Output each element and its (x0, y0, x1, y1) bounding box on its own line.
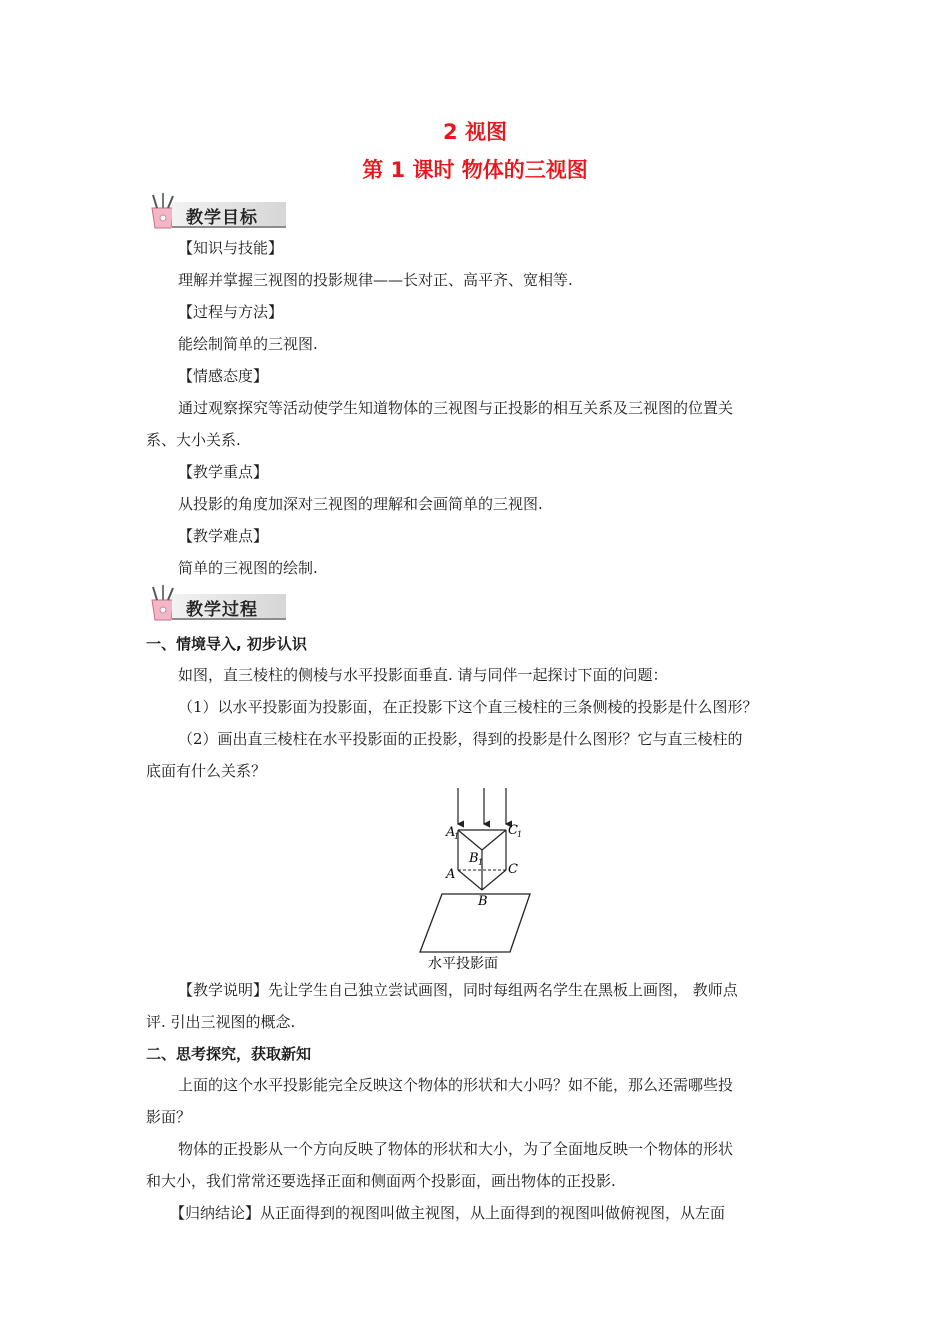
question-1: （1）以水平投影面为投影面，在正投影下这个直三棱柱的三条侧棱的投影是什么图形？ (178, 698, 758, 716)
attitude-text-line1: 通过观察探究等活动使学生知道物体的三视图与正投影的相互关系及三视图的位置关 (178, 399, 734, 417)
knowledge-heading: 【知识与技能】 (178, 239, 284, 257)
section1-intro: 如图，直三棱柱的侧棱与水平投影面垂直. 请与同伴一起探讨下面的问题： (178, 666, 668, 684)
teaching-note-line2: 评. 引出三视图的概念. (146, 1013, 296, 1031)
label-C: C (508, 862, 518, 877)
difficulty-text: 简单的三视图的绘制. (178, 559, 318, 577)
section-banner-process (146, 582, 288, 622)
horizontal-projection-plane (420, 894, 530, 952)
key-point-text: 从投影的角度加深对三视图的理解和会画简单的三视图. (178, 495, 543, 513)
label-B: B (478, 894, 488, 909)
section2-p2-line2: 和大小，我们常常还要选择正面和侧面两个投影面，画出物体的正投影. (146, 1172, 616, 1190)
section2-p2-line1: 物体的正投影从一个方向反映了物体的形状和大小，为了全面地反映一个物体的形状 (178, 1140, 734, 1158)
section-banner-goals (146, 190, 288, 230)
difficulty-heading: 【教学难点】 (178, 527, 269, 545)
key-point-heading: 【教学重点】 (178, 463, 269, 481)
label-B1: B (469, 851, 479, 866)
method-heading: 【过程与方法】 (178, 303, 284, 321)
method-text: 能绘制简单的三视图. (178, 335, 318, 353)
knowledge-text: 理解并掌握三视图的投影规律——长对正、高平齐、宽相等. (178, 271, 573, 289)
section2-p1-line2: 影面？ (146, 1108, 192, 1126)
prism-projection-figure (412, 786, 542, 976)
svg-text:1: 1 (517, 830, 523, 839)
figure-caption: 水平投影面 (428, 956, 498, 972)
svg-text:1: 1 (454, 832, 460, 841)
section2-p1-line1: 上面的这个水平投影能完全反映这个物体的形状和大小吗？如不能，那么还需哪些投 (178, 1076, 734, 1094)
banner-process-label: 教学过程 (186, 600, 258, 620)
banner-goals-label: 教学目标 (186, 208, 258, 228)
svg-text:1: 1 (478, 858, 484, 867)
conclusion-text: 【归纳结论】从正面得到的视图叫做主视图，从上面得到的视图叫做俯视图，从左面 (170, 1204, 726, 1222)
teaching-note-line1: 【教学说明】先让学生自己独立尝试画图，同时每组两名学生在黑板上画图， 教师点 (178, 981, 738, 999)
chapter-title: 2 视图 (443, 120, 507, 144)
attitude-heading: 【情感态度】 (178, 367, 269, 385)
attitude-text-line2: 系、大小关系. (146, 431, 241, 449)
label-A1: A (446, 825, 456, 840)
lesson-title: 第 1 课时 物体的三视图 (362, 158, 588, 182)
section1-heading: 一、情境导入, 初步认识 (146, 635, 307, 653)
question-2-line1: （2）画出直三棱柱在水平投影面的正投影，得到的投影是什么图形？它与直三棱柱的 (178, 730, 743, 748)
question-2-line2: 底面有什么关系？ (146, 762, 267, 780)
label-C1: C (508, 823, 518, 838)
label-A: A (446, 867, 456, 882)
section2-heading: 二、思考探究，获取新知 (146, 1045, 312, 1063)
